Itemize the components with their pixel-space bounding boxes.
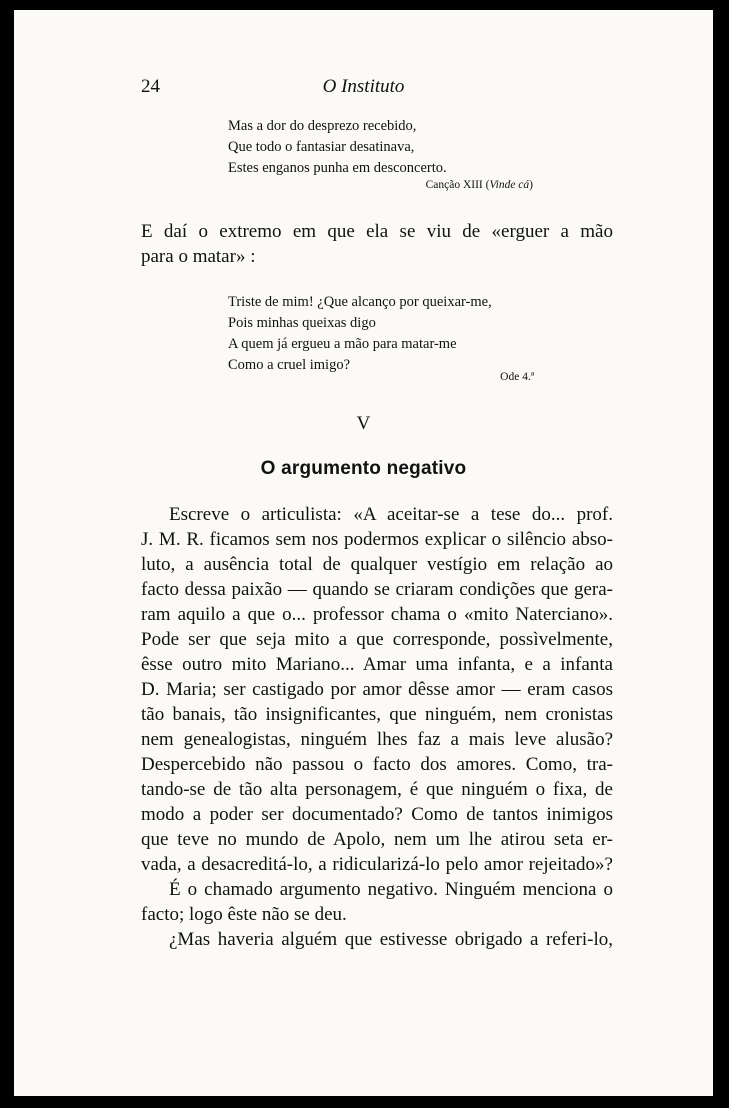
- verse-quote-2: [228, 292, 492, 376]
- intro-paragraph: [141, 219, 613, 269]
- text-line: É o chamado argumento negativo. Ninguém menciona o: [169, 879, 613, 900]
- text-line: tão banais, tão insignificantes, que ninguém, nem cronistas: [141, 704, 613, 725]
- body-paragraph-3: [141, 927, 613, 952]
- verse-line: Pois minhas queixas digo: [228, 315, 376, 331]
- verse-citation-2: Ode 4.ª: [500, 371, 534, 383]
- body-paragraph-2: [141, 877, 613, 927]
- text-line: D. Maria; ser castigado por amor dêsse amor — eram casos: [141, 679, 613, 700]
- text-line: modo a poder ser documentado? Como de tantos inimigos: [141, 804, 613, 825]
- text-line: luto, a ausência total de qualquer vestígio em relação ao: [141, 554, 613, 575]
- text-line: êsse outro mito Mariano... Amar uma infanta, e a infanta: [141, 654, 613, 675]
- text-line: facto; logo êste não se deu.: [141, 904, 347, 925]
- text-line: Despercebido não passou o facto dos amores. Como, tra-: [141, 754, 613, 775]
- verse-line: Mas a dor do desprezo recebido,: [228, 118, 417, 134]
- text-line: Pode ser que seja mito a que corresponde, possìvelmente,: [141, 629, 613, 650]
- text-line: facto dessa paixão — quando se criaram condições que gera-: [141, 579, 613, 600]
- verse-line: A quem já ergueu a mão para matar-me: [228, 336, 457, 352]
- chapter-number: V: [356, 413, 371, 434]
- running-title: O Instituto: [322, 76, 405, 97]
- verse-citation-1: Canção XIII (Vinde cá): [425, 179, 533, 191]
- chapter-title: O argumento negativo: [260, 458, 467, 479]
- body-paragraph-1: [141, 502, 613, 877]
- text-line: ¿Mas haveria alguém que estivesse obrigado a referi-lo,: [169, 929, 613, 950]
- page-header: [14, 76, 713, 100]
- text-line: que teve no mundo de Apolo, nem um lhe atirou seta er-: [141, 829, 613, 850]
- text-line: para o matar» :: [141, 246, 256, 267]
- verse-line: Estes enganos punha em desconcerto.: [228, 160, 447, 176]
- verse-line: Que todo o fantasiar desatinava,: [228, 139, 415, 155]
- text-line: E daí o extremo em que ela se viu de «erguer a mão: [141, 221, 613, 242]
- text-line: tando-se de tão alta personagem, é que ninguém o fixa, de: [141, 779, 613, 800]
- text-line: Escreve o articulista: «A aceitar-se a tese do... prof.: [169, 504, 613, 525]
- text-line: nem genealogistas, ninguém lhes faz a mais leve alusão?: [141, 729, 613, 750]
- book-page: [14, 10, 713, 1096]
- verse-line: Triste de mim! ¿Que alcanço por queixar-me,: [228, 294, 492, 310]
- verse-quote-1: [228, 116, 447, 179]
- page-number: 24: [141, 76, 160, 97]
- text-line: vada, a desacreditá-lo, a ridicularizá-lo pelo amor rejeitado»?: [141, 854, 613, 875]
- verse-line: Como a cruel imigo?: [228, 357, 351, 373]
- text-line: ram aquilo a que o... professor chama o «mito Naterciano».: [141, 604, 613, 625]
- text-line: J. M. R. ficamos sem nos podermos explicar o silêncio abso-: [141, 529, 613, 550]
